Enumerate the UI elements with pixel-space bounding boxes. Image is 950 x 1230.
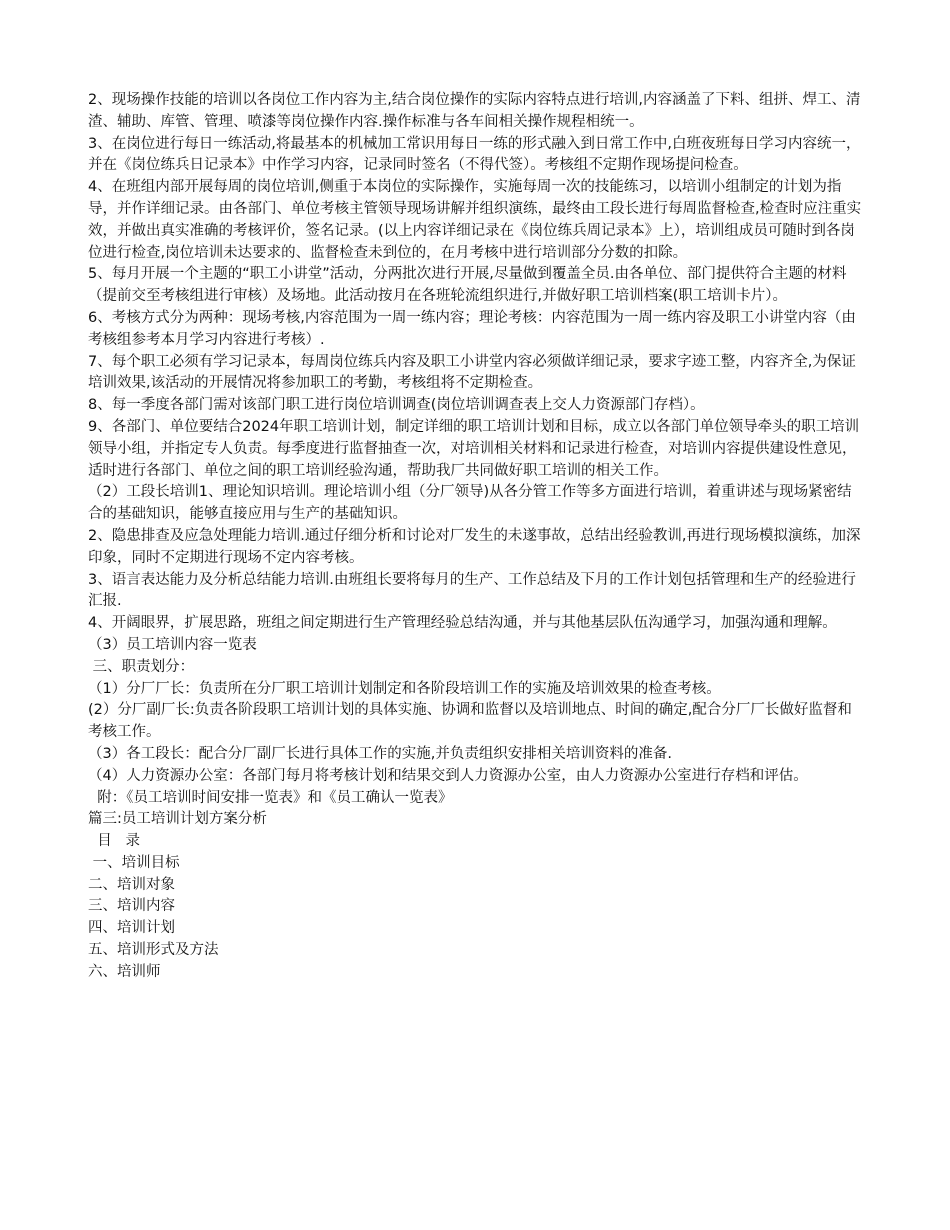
- paragraph-deputy-director: (2）分厂副厂长:负责各阶段职工培训计划的具体实施、协调和监督以及培训地点、时间的确定,配合分厂厂长做好监督和考核工作。: [88, 702, 852, 741]
- paragraph-expression-training: 3、语言表达能力及分析总结能力培训.由班组长要将每月的生产、工作总结及下月的工作计划包括管理和生产的经验进行汇报.: [88, 571, 856, 610]
- toc-item-1: 一、培训目标: [88, 854, 180, 871]
- paragraph-factory-director: （1）分厂厂长：负责所在分厂职工培训计划制定和各阶段培训工作的实施及培训效果的检查考核。: [88, 680, 721, 697]
- toc-item-4: 四、培训计划: [88, 920, 175, 937]
- paragraph-hr-office: （4）人力资源办公室：各部门每月将考核计划和结果交到人力资源办公室，由人力资源办公室进行存档和评估。: [88, 767, 808, 784]
- paragraph-skill-training: 2、现场操作技能的培训以各岗位工作内容为主,结合岗位操作的实际内容特点进行培训,内容涵盖了下料、组拼、焊工、清渣、辅助、库管、管理、喷漆等岗位操作内容.操作标准与各车间相关操作规程相统一。: [88, 92, 861, 130]
- heading-chapter-three: 篇三:员工培训计划方案分析: [88, 811, 267, 828]
- toc-item-3: 三、培训内容: [88, 898, 175, 915]
- paragraph-assessment-method: 6、考核方式分为两种：现场考核,内容范围为一周一练内容；理论考核：内容范围为一周一练内容及职工小讲堂内容（由考核组参考本月学习内容进行考核）.: [88, 309, 856, 348]
- paragraph-section-leader-training: （2）工段长培训1、理论知识培训。理论培训小组（分厂领导)从各分管工作等多方面进行培训，着重讲述与现场紧密结合的基础知识，能够直接应用与生产的基础知识。: [88, 484, 852, 523]
- toc-item-2: 二、培训对象: [88, 876, 175, 893]
- paragraph-weekly-training: 4、在班组内部开展每周的岗位培训,侧重于本岗位的实际操作，实施每周一次的技能练习，以培训小组制定的计划为指导，并作详细记录。由各部门、单位考核主管领导现场讲解并组织演练，最终由工段长进行每周监督检查,检查时应注重实效，并做出真实准确的考核评价，签名记录。(以上内容详细记录在《岗位练兵周记录本》上），培训组成员可随时到各岗位进行检查,岗位培训未达要求的、监督检查未到位的，在月考核中进行培训部分分数的扣除。: [88, 179, 862, 261]
- paragraph-study-records: 7、每个职工必须有学习记录本，每周岗位练兵内容及职工小讲堂内容必须做详细记录，要求字迹工整，内容齐全,为保证培训效果,该活动的开展情况将参加职工的考勤，考核组将不定期检查。: [88, 353, 856, 392]
- toc-item-5: 五、培训形式及方法: [88, 942, 219, 959]
- paragraph-monthly-lecture: 5、每月开展一个主题的“职工小讲堂”活动，分两批次进行开展,尽量做到覆盖全员.由各单位、部门提供符合主题的材料（提前交至考核组进行审核）及场地。此活动按月在各班轮流组织进行,并做好职工培训档案(职工培训卡片）。: [88, 266, 847, 305]
- toc-item-6: 六、培训师: [88, 963, 161, 980]
- paragraph-section-leaders: （3）各工段长：配合分厂副厂长进行具体工作的实施,并负责组织安排相关培训资料的准备.: [88, 745, 672, 762]
- paragraph-broaden-horizons: 4、开阔眼界，扩展思路，班组之间定期进行生产管理经验总结沟通，并与其他基层队伍沟通学习，加强沟通和理解。: [88, 615, 837, 632]
- paragraph-daily-practice: 3、在岗位进行每日一练活动,将最基本的机械加工常识用每日一练的形式融入到日常工作中,白班夜班每日学习内容统一，并在《岗位练兵日记录本》中作学习内容，记录同时签名（不得代签）。考核组不定期作现场提问检查。: [88, 135, 861, 174]
- heading-responsibilities: 三、职责划分：: [88, 658, 195, 675]
- paragraph-annual-plan: 9、各部门、单位要结合2024年职工培训计划，制定详细的职工培训计划和目标，成立以各部门单位领导牵头的职工培训领导小组，并指定专人负责。每季度进行监督抽查一次，对培训相关材料和记录进行检查，对培训内容提供建设性意见，适时进行各部门、单位之间的职工培训经验沟通，帮助我厂共同做好职工培训的相关工作。: [88, 418, 860, 479]
- paragraph-hazard-training: 2、隐患排查及应急处理能力培训.通过仔细分析和讨论对厂发生的未遂事故，总结出经验教训,再进行现场模拟演练，加深印象，同时不定期进行现场不定内容考核。: [88, 527, 861, 566]
- heading-table-of-contents: 目 录: [88, 833, 141, 850]
- paragraph-content-overview: （3）员工培训内容一览表: [88, 636, 257, 653]
- paragraph-quarterly-survey: 8、每一季度各部门需对该部门职工进行岗位培训调查(岗位培训调查表上交人力资源部门存档）。: [88, 397, 705, 414]
- paragraph-attachments: 附：《员工培训时间安排一览表》和《员工确认一览表》: [88, 789, 453, 806]
